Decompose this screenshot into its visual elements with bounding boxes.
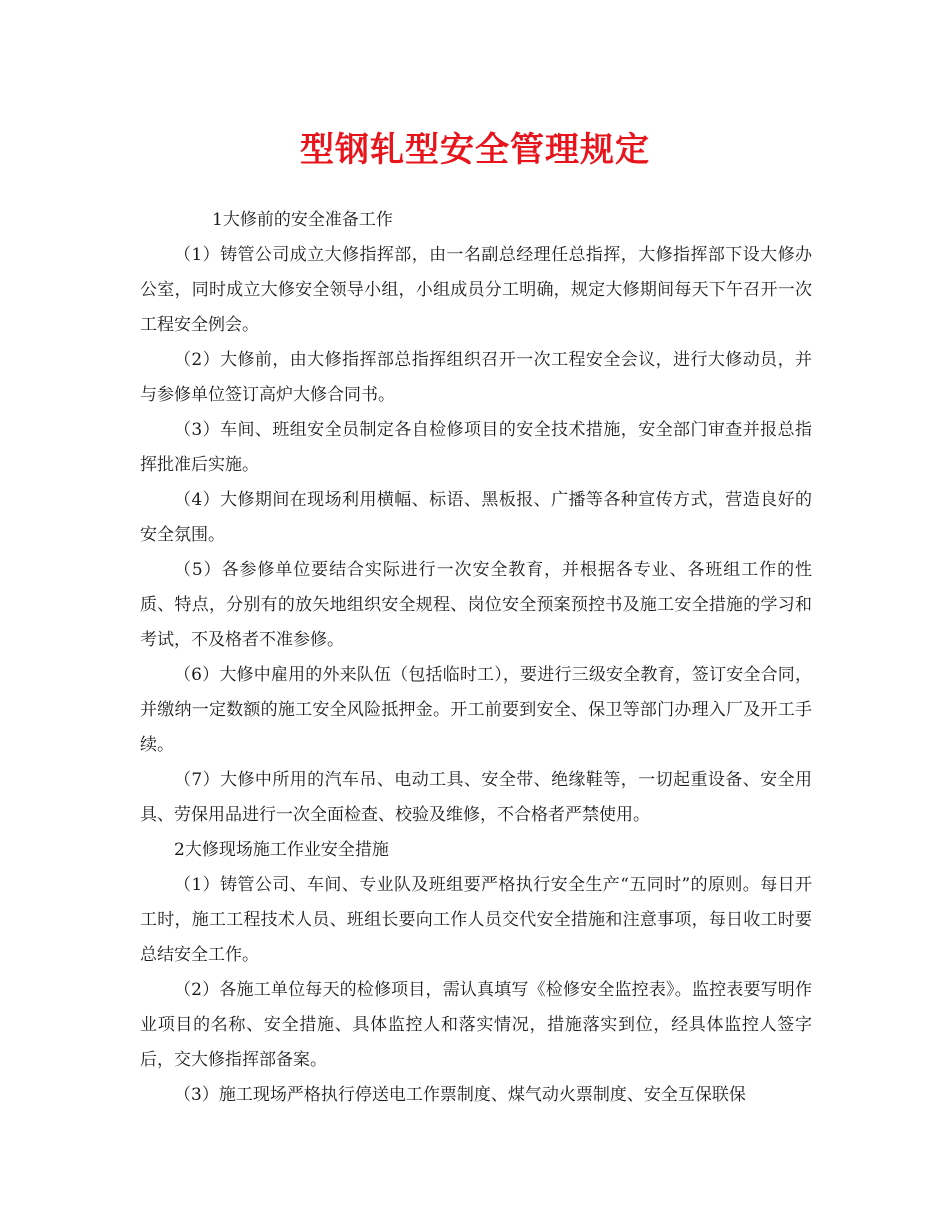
paragraph: （7）大修中所用的汽车吊、电动工具、安全带、绝缘鞋等，一切起重设备、安全用具、劳保用品进行一次全面检查、校验及维修，不合格者严禁使用。 bbox=[140, 770, 812, 825]
paragraph: （3）车间、班组安全员制定各自检修项目的安全技术措施，安全部门审查并报总指挥批准后实施。 bbox=[140, 420, 812, 475]
paragraph: （6）大修中雇用的外来队伍（包括临时工），要进行三级安全教育，签订安全合同，并缴纳一定数额的施工安全风险抵押金。开工前要到安全、保卫等部门办理入厂及开工手续。 bbox=[140, 665, 812, 755]
paragraph: （5）各参修单位要结合实际进行一次安全教育，并根据各专业、各班组工作的性质、特点，分别有的放矢地组织安全规程、岗位安全预案预控书及施工安全措施的学习和考试，不及格者不准参修。 bbox=[140, 560, 812, 650]
paragraph: （1）铸管公司、车间、专业队及班组要严格执行安全生产“五同时”的原则。每日开工时，施工工程技术人员、班组长要向工作人员交代安全措施和注意事项，每日收工时要总结安全工作。 bbox=[140, 875, 812, 965]
section-heading: 2大修现场施工作业安全措施 bbox=[174, 840, 389, 860]
paragraph: （2）大修前，由大修指挥部总指挥组织召开一次工程安全会议，进行大修动员，并与参修单位签订高炉大修合同书。 bbox=[140, 350, 812, 405]
paragraph: （4）大修期间在现场利用横幅、标语、黑板报、广播等各种宣传方式，营造良好的安全氛围。 bbox=[140, 490, 812, 545]
paragraph: （3）施工现场严格执行停送电工作票制度、煤气动火票制度、安全互保联保 bbox=[174, 1085, 746, 1105]
document-title: 型钢轧型安全管理规定 bbox=[300, 130, 650, 170]
paragraph: （2）各施工单位每天的检修项目，需认真填写《检修安全监控表》。监控表要写明作业项目的名称、安全措施、具体监控人和落实情况，措施落实到位，经具体监控人签字后，交大修指挥部备案。 bbox=[140, 980, 812, 1070]
document-body bbox=[140, 203, 812, 1113]
section-heading: 1大修前的安全准备工作 bbox=[212, 210, 393, 230]
paragraph: （1）铸管公司成立大修指挥部，由一名副总经理任总指挥，大修指挥部下设大修办公室，同时成立大修安全领导小组，小组成员分工明确，规定大修期间每天下午召开一次工程安全例会。 bbox=[140, 245, 812, 335]
